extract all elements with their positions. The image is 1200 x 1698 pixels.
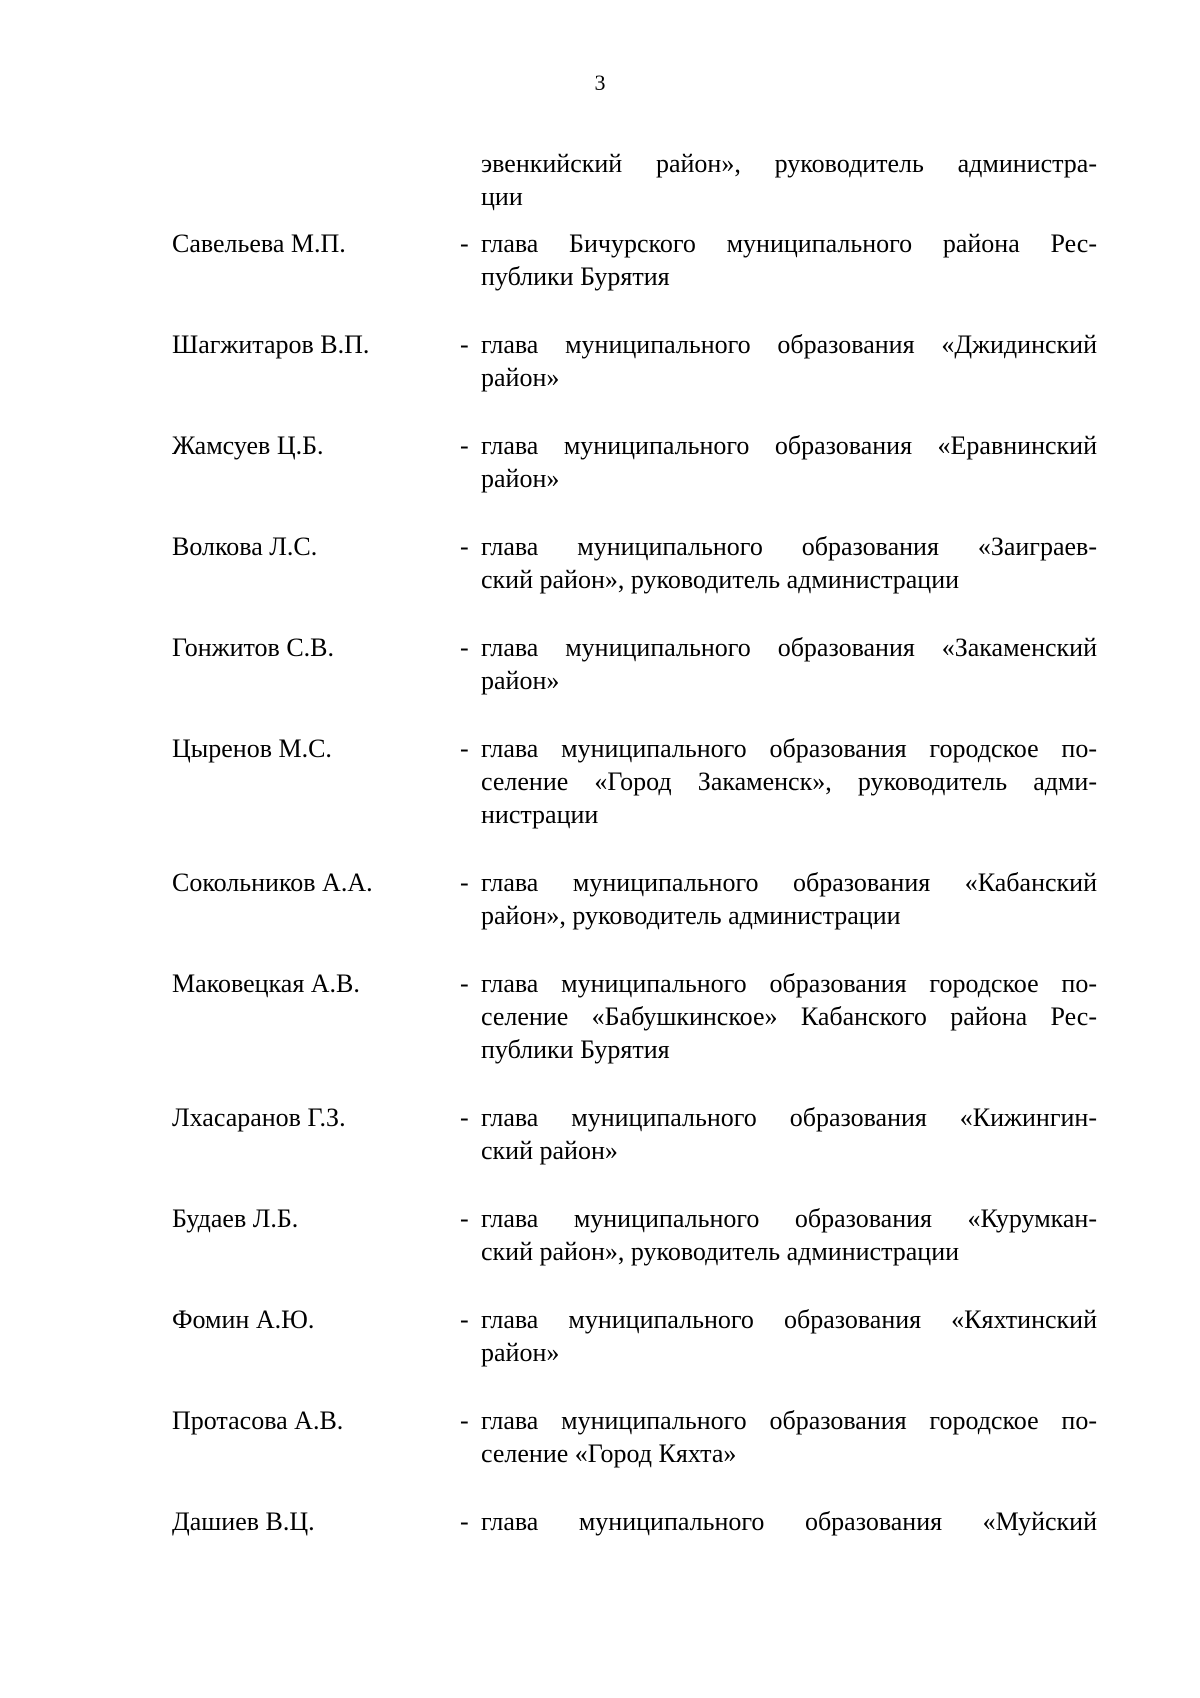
dash-separator: - [460, 1103, 469, 1132]
description-line: район» [481, 1338, 560, 1367]
official-position [481, 1505, 1097, 1538]
official-name: Волкова Л.С. [172, 532, 318, 561]
description-line: глава муниципального образования городское по- [481, 734, 1097, 763]
dash-separator: - [460, 868, 469, 897]
official-position [481, 866, 1097, 932]
official-name: Маковецкая А.В. [172, 969, 360, 998]
description-line: глава муниципального образования «Закаменский [481, 633, 1097, 662]
description-line: ский район», руководитель администрации [481, 565, 960, 594]
official-name: Савельева М.П. [172, 229, 346, 258]
description-line: публики Бурятия [481, 1035, 670, 1064]
description-line: ский район», руководитель администрации [481, 1237, 960, 1266]
dash-separator: - [460, 633, 469, 662]
official-position [481, 1202, 1097, 1268]
description-line: глава муниципального образования городское по- [481, 969, 1097, 998]
description-line: район» [481, 363, 560, 392]
official-name: Гонжитов С.В. [172, 633, 335, 662]
dash-separator: - [460, 229, 469, 258]
description-line: глава муниципального образования «Муйский [481, 1507, 1097, 1536]
official-name: Сокольников А.А. [172, 868, 373, 897]
official-position [481, 429, 1097, 495]
description-line: глава Бичурского муниципального района Рес- [481, 229, 1097, 258]
dash-separator: - [460, 330, 469, 359]
dash-separator: - [460, 1507, 469, 1536]
description-line: селение «Город Кяхта» [481, 1439, 737, 1468]
description-line: район», руководитель администрации [481, 901, 901, 930]
description-line: глава муниципального образования «Кабанский [481, 868, 1097, 897]
official-name: Будаев Л.Б. [172, 1204, 299, 1233]
description-line: район» [481, 464, 560, 493]
dash-separator: - [460, 431, 469, 460]
description-line: глава муниципального образования городское по- [481, 1406, 1097, 1435]
description-line: глава муниципального образования «Еравнинский [481, 431, 1097, 460]
official-name: Дашиев В.Ц. [172, 1507, 315, 1536]
official-position [481, 1101, 1097, 1167]
dash-separator: - [460, 1406, 469, 1435]
official-name: Лхасаранов Г.З. [172, 1103, 346, 1132]
dash-separator: - [460, 969, 469, 998]
description-line: селение «Город Закаменск», руководитель адми- [481, 767, 1097, 796]
description-line: эвенкийский район», руководитель администра- [481, 149, 1097, 178]
official-position [481, 1303, 1097, 1369]
official-position [481, 530, 1097, 596]
official-name: Цыренов М.С. [172, 734, 332, 763]
description-line: глава муниципального образования «Заиграев- [481, 532, 1097, 561]
description-line: ции [481, 182, 523, 211]
official-name: Протасова А.В. [172, 1406, 344, 1435]
description-line: глава муниципального образования «Кижингин- [481, 1103, 1097, 1132]
dash-separator: - [460, 1204, 469, 1233]
official-position [481, 1404, 1097, 1470]
description-line: селение «Бабушкинское» Кабанского района Рес- [481, 1002, 1097, 1031]
description-line: глава муниципального образования «Джидинский [481, 330, 1097, 359]
official-name: Жамсуев Ц.Б. [172, 431, 324, 460]
description-line: глава муниципального образования «Кяхтинский [481, 1305, 1097, 1334]
dash-separator: - [460, 532, 469, 561]
description-line: район» [481, 666, 560, 695]
description-line: нистрации [481, 800, 599, 829]
page-number: 3 [594, 70, 606, 95]
dash-separator: - [460, 1305, 469, 1334]
official-position [481, 227, 1097, 293]
official-position [481, 631, 1097, 697]
continued-description [481, 147, 1097, 213]
official-name: Шагжитаров В.П. [172, 330, 370, 359]
description-line: публики Бурятия [481, 262, 670, 291]
official-position [481, 732, 1097, 831]
description-line: глава муниципального образования «Курумкан- [481, 1204, 1097, 1233]
dash-separator: - [460, 734, 469, 763]
official-name: Фомин А.Ю. [172, 1305, 315, 1334]
official-position [481, 967, 1097, 1066]
description-line: ский район» [481, 1136, 618, 1165]
official-position [481, 328, 1097, 394]
